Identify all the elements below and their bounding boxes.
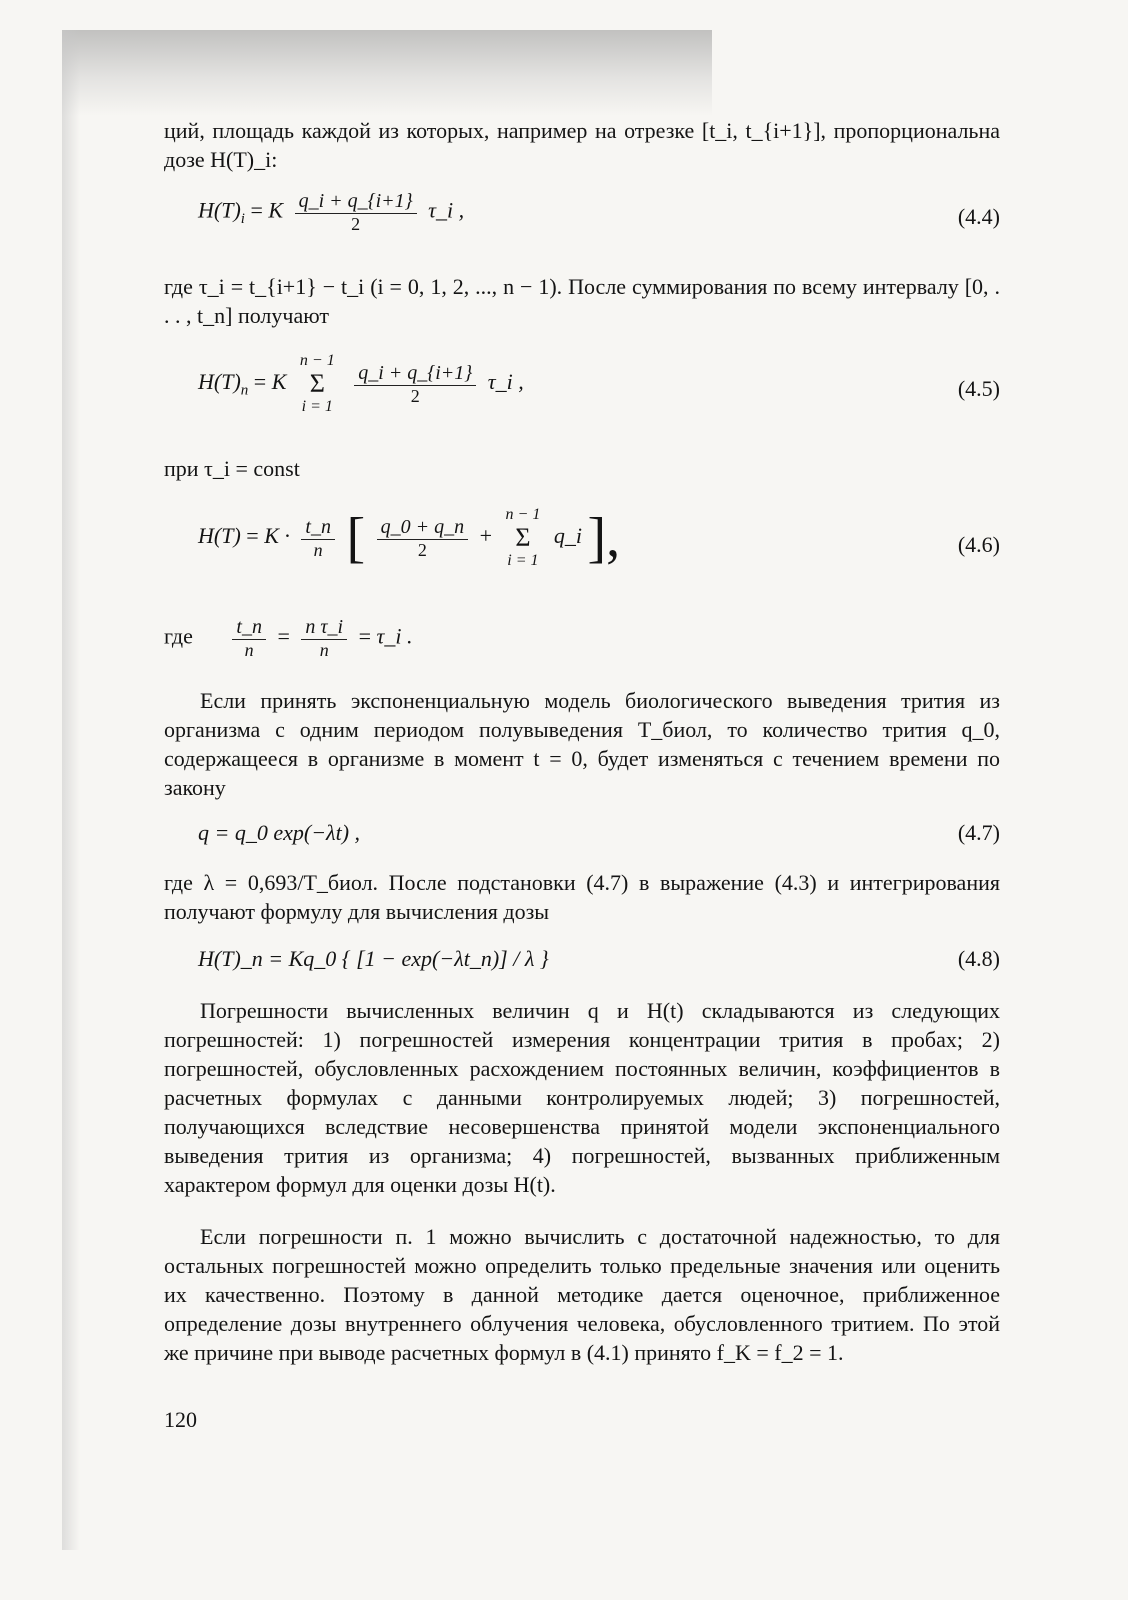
fraction-numerator: q_i + q_{i+1} (358, 361, 473, 384)
eq-fraction-first (301, 516, 335, 561)
eq-lhs: H(T) (198, 369, 241, 395)
fraction-denominator: 2 (354, 385, 476, 407)
paragraph-where-tau (164, 272, 1000, 330)
scan-edge (62, 30, 80, 1550)
equation-4-5 (164, 352, 1000, 432)
fraction-denominator: 2 (377, 539, 469, 561)
eq-fraction (295, 190, 417, 235)
eq-coefficient: K · (264, 523, 290, 549)
equation-body (164, 616, 413, 661)
sum-lower-limit: i = 1 (507, 552, 539, 569)
paragraph-exponential-model (164, 686, 1000, 802)
fraction-numerator: q_0 + q_n (380, 515, 465, 538)
equation-4-4 (164, 190, 1000, 250)
fraction-numerator: q_i + q_{i+1} (298, 190, 413, 212)
sum-operator (506, 506, 541, 570)
sum-term: q_i (553, 523, 582, 549)
eq-equals: = (246, 523, 259, 549)
eq-tail: τ_i , (487, 369, 524, 395)
equation-number: (4.8) (957, 946, 1000, 971)
equation-number: (4.4) (957, 204, 1000, 229)
paragraph-errors (164, 996, 1000, 1199)
fraction-denominator: 2 (295, 213, 417, 235)
sum-operator (300, 352, 335, 416)
equation-number: (4.5) (957, 376, 1000, 401)
eq-fraction-second (377, 516, 469, 561)
paragraph-text: Погрешности вычисленных величин q и H(t) складываются из следующих погрешностей: 1) погрешностей измерения концентрации трития в пробах; 2) погрешностей, обусловленных расхождением постоянных величин, коэффициентов в расчетных формулах с данными контролируемых людей; 3) погрешностей, получающихся вследствие несовершенства принятой модели экспоненциального выведения трития из организма; 4) погрешностей, вызванных приближенным характером формул для оценки дозы H(t). (164, 998, 1000, 1197)
close-bracket: ], (587, 507, 621, 569)
eq-fraction-first (232, 616, 266, 661)
fraction-denominator: n (301, 639, 347, 661)
paragraph-const (164, 454, 1000, 483)
paragraph-lambda (164, 868, 1000, 926)
equation-where-tn (164, 616, 1000, 678)
eq-equals: = (253, 369, 267, 395)
eq-plus: + (479, 523, 493, 549)
eq-tail: τ_i . (376, 623, 413, 649)
eq-lhs: H(T) (198, 523, 241, 549)
page-number: 120 (164, 1407, 197, 1432)
paragraph-text: Если принять экспоненциальную модель биологического выведения трития из организма с одним периодом полувыведения T_биол, то количество трития q_0, содержащееся в организме в момент t = 0, будет изменяться с течением времени по закону (164, 688, 1000, 800)
fraction-denominator: n (301, 539, 335, 561)
equation-4-8 (164, 946, 1000, 976)
equation-body (198, 352, 524, 416)
eq-fraction-second (301, 616, 347, 661)
fraction-numerator: t_n (236, 616, 262, 638)
sum-upper-limit: n − 1 (505, 506, 541, 523)
eq-equals: = (250, 197, 263, 223)
eq-tail: τ_i , (428, 197, 465, 223)
fraction-numerator: n τ_i (305, 616, 344, 638)
equation-body: q = q_0 exp(−λt) , (198, 820, 361, 845)
eq-lhs: H(T) (198, 197, 241, 223)
paragraph-text: ций, площадь каждой из которых, например на отрезке [t_i, t_{i+1}], пропорциональна дозе H(T)_i: (164, 118, 1000, 172)
equation-body (198, 190, 464, 235)
sum-lower-limit: i = 1 (301, 398, 333, 415)
scan-shadow (62, 30, 712, 116)
eq-lhs-subscript: n (240, 382, 249, 399)
equation-number: (4.6) (957, 532, 1000, 557)
equation-body (198, 506, 620, 570)
sum-sign: Σ (515, 523, 531, 552)
paragraph-text: где λ = 0,693/T_биол. После подстановки (4.7) в выражение (4.3) и интегрирования получают формулу для вычисления дозы (164, 870, 1000, 924)
equation-4-6 (164, 506, 1000, 590)
equation-body: H(T)_n = Kq_0 { [1 − exp(−λt_n)] / λ } (198, 946, 549, 971)
fraction-numerator: t_n (305, 515, 331, 538)
paragraph-conclusion (164, 1222, 1000, 1367)
eq-equals: = (277, 623, 290, 649)
where-label: где (164, 623, 193, 649)
open-bracket: [ (346, 507, 366, 569)
eq-lhs-subscript: i (240, 210, 245, 227)
sum-sign: Σ (309, 369, 325, 398)
eq-coefficient: K (268, 197, 284, 223)
eq-coefficient: K (271, 369, 287, 395)
equation-4-7 (164, 820, 1000, 850)
paragraph-text: при τ_i = const (164, 456, 300, 481)
paragraph-intro (164, 116, 1000, 174)
eq-equals: = (358, 623, 372, 649)
fraction-denominator: n (232, 639, 266, 661)
paragraph-text: где τ_i = t_{i+1} − t_i (i = 0, 1, 2, ..., n − 1). После суммирования по всему интервалу [0, . . . , t_n] получают (164, 274, 1000, 328)
sum-upper-limit: n − 1 (299, 352, 335, 369)
equation-number: (4.7) (957, 820, 1000, 845)
paragraph-text: Если погрешности п. 1 можно вычислить с достаточной надежностью, то для остальных погрешностей можно определить только предельные значения или оценить их качественно. Поэтому в данной методике дается оценочное, приближенное определение дозы внутреннего облучения человека, обусловленного тритием. По этой же причине при выводе расчетных формул в (4.1) принято f_K = f_2 = 1. (164, 1224, 1000, 1365)
eq-fraction (354, 362, 476, 407)
